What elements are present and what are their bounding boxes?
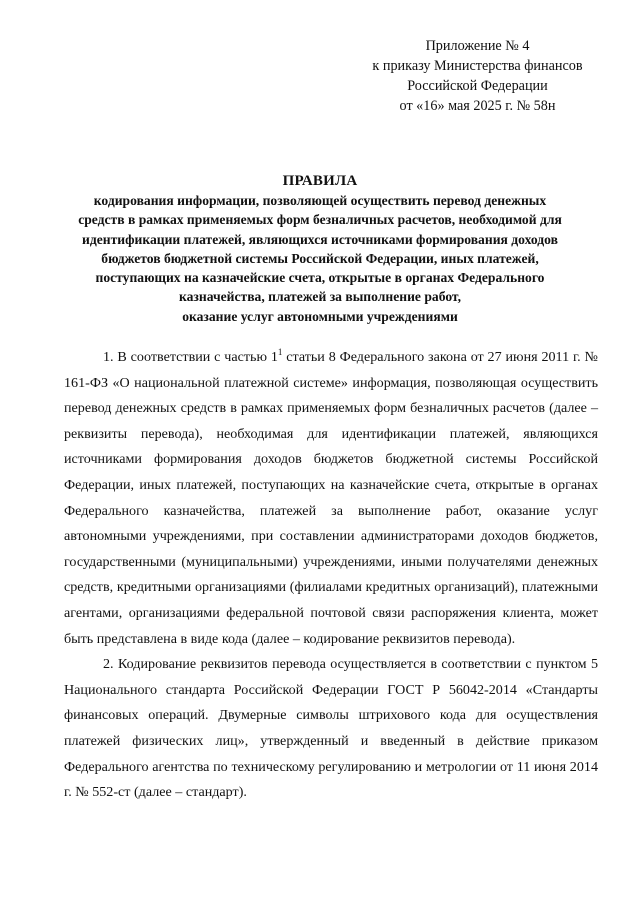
subtitle-line: идентификации платежей, являющихся источниками формирования доходов (82, 231, 558, 247)
appendix-header (340, 36, 615, 116)
document-body (64, 345, 598, 806)
paragraph-1-rest: статьи 8 Федерального закона от 27 июня 2011 г. № 161-ФЗ «О национальной платежной системе» информация, позволяющая осуществить перевод денежных средств в рамках применяемых форм безналичных расчетов (далее – реквизиты перевода), необходимая для идентификации платежей, являющихся источниками формирования доходов бюджетов бюджетной системы Российской Федерации, иных платежей, поступающих на казначейские счета, открытые в органах Федерального казначейства, платежей за выполнение работ, оказание услуг автономными учреждениями, при составлении администраторами доходов бюджетов, государственными (муниципальными) учреждениями, иными получателями денежных средств, кредитными организациями (филиалами кредитных организаций), платежными агентами, организациями федеральной почтовой связи распоряжения клиента, может быть представлена в виде кода (далее – кодирование реквизитов перевода). (64, 349, 598, 647)
paragraph-1-start: 1. В соответствии с частью 1 (103, 349, 278, 365)
subtitle-line: поступающих на казначейские счета, открытые в органах Федерального (95, 270, 545, 286)
appendix-order-date: от «16» мая 2025 г. № 58н (399, 98, 556, 114)
paragraph-2: 2. Кодирование реквизитов перевода осуществляется в соответствии с пунктом 5 Национального стандарта Российской Федерации ГОСТ Р 56042-2014 «Стандарты финансовых операций. Двумерные символы штрихового кода для осуществления платежей физических лиц», утвержденный и введенный в действие приказом Федерального агентства по техническому регулированию и метрологии от 11 июня 2014 г. № 552-ст (далее – стандарт). (64, 656, 598, 801)
subtitle-line: кодирования информации, позволяющей осуществить перевод денежных (93, 193, 547, 208)
appendix-order-ref: к приказу Министерства финансов (372, 58, 583, 74)
paragraph-1-superscript: 1 (277, 347, 283, 357)
subtitle-line: оказание услуг автономными учреждениями (182, 308, 458, 324)
subtitle-line: бюджетов бюджетной системы Российской Федерации, иных платежей, (101, 250, 539, 266)
subtitle-line: казначейства, платежей за выполнение работ, (178, 289, 461, 305)
paragraph-1 (64, 345, 598, 652)
appendix-country: Российской Федерации (407, 78, 548, 94)
appendix-number: Приложение № 4 (425, 38, 530, 54)
document-subtitle (60, 191, 580, 326)
document-title: ПРАВИЛА (282, 173, 358, 189)
subtitle-line: средств в рамках применяемых форм безналичных расчетов, необходимой для (78, 212, 562, 228)
